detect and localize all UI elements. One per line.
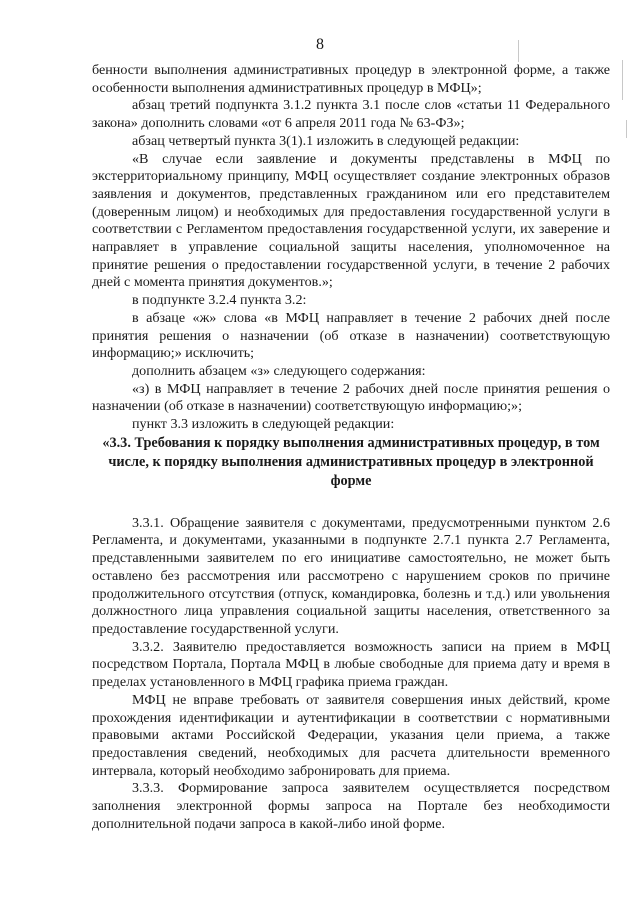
paragraph-item-z: «з) в МФЦ направляет в течение 2 рабочих дней после принятия решения о назначении (об отказе в назначении) соответствующую информацию;»; [92,380,610,415]
paragraph-continuation: бенности выполнения административных процедур в электронной форме, а также особенности выполнения административных процедур в МФЦ»; [92,62,610,96]
paragraph-item-zh: в абзаце «ж» слова «в МФЦ направляет в течение 2 рабочих дней после принятия решения о назначении (об отказе в назначении) соответствующую информацию;» исключить; [92,309,610,362]
paragraph-3-3-2: 3.3.2. Заявителю предоставляется возможность записи на прием в МФЦ посредством Портала, Портала МФЦ в любые свободные для приема дату и время в пределах установленного в МФЦ графика приема граждан. [92,638,610,691]
section-heading: «3.3. Требования к порядку выполнения административных процедур, в том числе, к порядку выполнения административных процедур в электронной форме [102,434,600,489]
paragraph-subpoint-3-2-4: в подпункте 3.2.4 пункта 3.2: [132,292,307,309]
paragraph-amendment-3-1-1: абзац четвертый пункта 3(1).1 изложить в следующей редакции: [132,132,520,149]
paragraph-3-3-1: 3.3.1. Обращение заявителя с документами, предусмотренными пунктом 2.6 Регламента, и документами, указанными в подпункте 2.7.1 пункта 2.7 Регламента, представленными заявителем по его инициативе самостоятельно, не может быть оставлено без рассмотрения или рассмотрено с нарушением сроков по причине продолжительного отсутствия (отпуск, командировка, болезнь и т.д.) или увольнения должностного лица управления социальной защиты населения, ответственного за предоставление государственной услуги. [92,514,610,637]
document-body [92,62,610,833]
scan-artifact [622,60,623,100]
paragraph-mfc-requirements: МФЦ не вправе требовать от заявителя совершения иных действий, кроме прохождения идентификации и аутентификации в соответствии с нормативными правовыми актами Российской Федерации, указания цели приема, а также предоставления сведений, необходимых для расчета длительности временного интервала, который необходимо забронировать для приема. [92,691,610,779]
heading-spacer [92,491,610,515]
scan-artifact [626,120,627,138]
paragraph-add-item-z: дополнить абзацем «з» следующего содержания: [132,362,426,379]
paragraph-point-3-3: пункт 3.3 изложить в следующей редакции: [132,416,395,433]
paragraph-amendment-3-1-2: абзац третий подпункта 3.1.2 пункта 3.1 после слов «статьи 11 Федерального закона» дополнить словами «от 6 апреля 2011 года № 63-ФЗ»; [92,97,610,132]
scan-artifact [518,40,519,62]
paragraph-quoted-text: «В случае если заявление и документы представлены в МФЦ по экстерриториальному принципу, МФЦ осуществляет создание электронных образов заявления и документов, представленных гражданином или его представителем (доверенным лицом) и необходимых для предоставления государственной услуги в соответствии с Регламентом предоставления государственной услуги, их заверение и направляет в управление социальной защиты населения, уполномоченное на принятие решения о предоставлении государственной услуги, в течение 2 рабочих дней с момента принятия документов.»; [92,150,610,291]
page-number: 8 [316,36,324,53]
paragraph-3-3-3: 3.3.3. Формирование запроса заявителем осуществляется посредством заполнения электронной формы запроса на Портале без необходимости дополнительной подачи запроса в какой-либо иной форме. [92,780,610,832]
